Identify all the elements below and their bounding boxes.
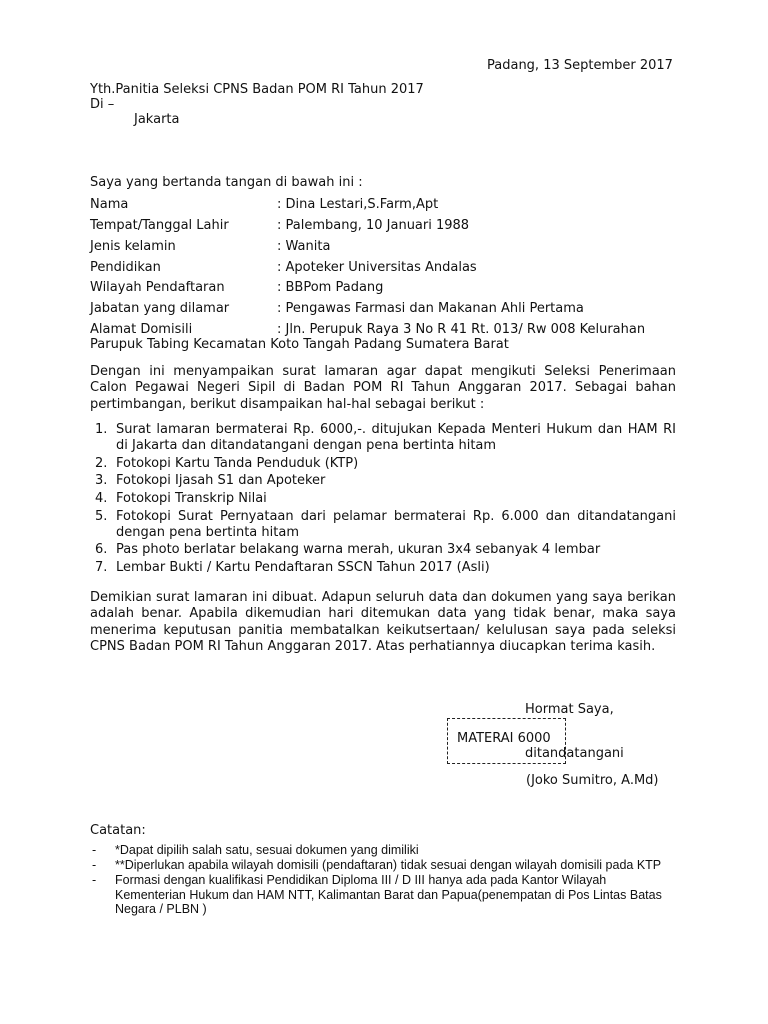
field-label: Tempat/Tanggal Lahir bbox=[90, 218, 229, 233]
list-text: Fotokopi Ijasah S1 dan Apoteker bbox=[116, 473, 326, 489]
list-item bbox=[90, 422, 676, 454]
list-number: 6. bbox=[95, 542, 108, 558]
list-text: Fotokopi Surat Pernyataan dari pelamar bermaterai Rp. 6.000 dan ditandatangani dengan pena bertinta hitam bbox=[116, 508, 676, 540]
list-number: 2. bbox=[95, 455, 108, 471]
list-text: Lembar Bukti / Kartu Pendaftaran SSCN Tahun 2017 (Asli) bbox=[116, 560, 490, 576]
list-item bbox=[90, 509, 676, 541]
field-row bbox=[90, 280, 383, 296]
field-value: : Apoteker Universitas Andalas bbox=[277, 260, 477, 275]
list-number: 3. bbox=[95, 473, 108, 489]
field-row bbox=[90, 218, 469, 234]
closing-paragraph: Demikian surat lamaran ini dibuat. Adapun seluruh data dan dokumen yang saya berikan adalah benar. Apabila dikemudian hari ditemukan data yang tidak benar, maka saya menerima keputusan panitia membatalkan keikutsertaan/ kelulusan saya pada seleksi CPNS Badan POM RI Tahun Anggaran 2017. Atas perhatiannya diucapkan terima kasih. bbox=[90, 590, 676, 654]
field-row bbox=[90, 197, 438, 213]
field-value: : BBPom Padang bbox=[277, 280, 384, 295]
field-label: Pendidikan bbox=[90, 260, 161, 275]
field-row bbox=[90, 301, 584, 317]
requirements-list bbox=[90, 422, 676, 578]
closing-salutation: Hormat Saya, bbox=[525, 702, 614, 717]
note-item bbox=[90, 843, 680, 858]
list-number: 1. bbox=[95, 422, 108, 437]
signer-name: (Joko Sumitro, A.Md) bbox=[526, 773, 659, 788]
note-dash: - bbox=[92, 858, 97, 872]
list-item bbox=[90, 542, 676, 558]
signature-text: ditandatangani bbox=[525, 746, 624, 761]
list-number: 7. bbox=[95, 560, 108, 576]
notes-list bbox=[90, 843, 680, 917]
list-item bbox=[90, 491, 676, 507]
note-item bbox=[90, 873, 680, 917]
field-row bbox=[90, 322, 645, 338]
list-number: 5. bbox=[95, 508, 108, 524]
field-label: Nama bbox=[90, 197, 129, 212]
field-label: Wilayah Pendaftaran bbox=[90, 280, 225, 295]
notes-title: Catatan: bbox=[90, 823, 146, 838]
field-row bbox=[90, 260, 477, 276]
list-number: 4. bbox=[95, 491, 108, 507]
stamp-label: MATERAI 6000 bbox=[457, 731, 551, 746]
address-continuation: Parupuk Tabing Kecamatan Koto Tangah Padang Sumatera Barat bbox=[90, 337, 509, 352]
note-item bbox=[90, 858, 680, 873]
note-text: Formasi dengan kualifikasi Pendidikan Diploma III / D III hanya ada pada Kantor Wilayah Kementerian Hukum dan HAM NTT, Kalimantan Barat dan Papua(penempatan di Pos Lintas Batas Negara / PLBN ) bbox=[115, 873, 662, 916]
field-label: Jenis kelamin bbox=[90, 239, 176, 254]
body-paragraph: Dengan ini menyampaikan surat lamaran agar dapat mengikuti Seleksi Penerimaan Calon Pegawai Negeri Sipil di Badan POM RI Tahun Anggaran 2017. Sebagai bahan pertimbangan, berikut disampaikan hal-hal sebagai berikut : bbox=[90, 364, 676, 412]
field-row bbox=[90, 239, 330, 255]
field-value: : Pengawas Farmasi dan Makanan Ahli Pertama bbox=[277, 301, 584, 316]
note-dash: - bbox=[92, 873, 97, 887]
field-value: : Wanita bbox=[277, 239, 331, 254]
note-text: **Diperlukan apabila wilayah domisili (pendaftaran) tidak sesuai dengan wilayah domisili pada KTP bbox=[115, 858, 662, 872]
recipient-city: Jakarta bbox=[134, 112, 180, 127]
field-value: : Palembang, 10 Januari 1988 bbox=[277, 218, 470, 233]
recipient-line: Yth.Panitia Seleksi CPNS Badan POM RI Tahun 2017 bbox=[90, 82, 424, 97]
field-value: : Jln. Perupuk Raya 3 No R 41 Rt. 013/ Rw 008 Kelurahan bbox=[277, 322, 646, 337]
list-item bbox=[90, 560, 676, 576]
note-dash: - bbox=[92, 843, 97, 857]
list-item bbox=[90, 473, 676, 489]
list-item bbox=[90, 456, 676, 472]
list-text: Fotokopi Kartu Tanda Penduduk (KTP) bbox=[116, 455, 359, 471]
list-text: Surat lamaran bermaterai Rp. 6000,-. ditujukan Kepada Menteri Hukum dan HAM RI di Jakarta dan ditandatangani dengan pena bertinta hitam bbox=[116, 422, 676, 453]
letter-date: Padang, 13 September 2017 bbox=[487, 58, 673, 73]
field-label: Alamat Domisili bbox=[90, 322, 193, 337]
intro-text: Saya yang bertanda tangan di bawah ini : bbox=[90, 175, 363, 190]
field-label: Jabatan yang dilamar bbox=[90, 301, 230, 316]
recipient-line: Di – bbox=[90, 97, 115, 112]
list-text: Pas photo berlatar belakang warna merah, ukuran 3x4 sebanyak 4 lembar bbox=[116, 542, 601, 558]
list-text: Fotokopi Transkrip Nilai bbox=[116, 491, 267, 507]
field-value: : Dina Lestari,S.Farm,Apt bbox=[277, 197, 439, 212]
note-text: *Dapat dipilih salah satu, sesuai dokumen yang dimiliki bbox=[115, 843, 419, 857]
